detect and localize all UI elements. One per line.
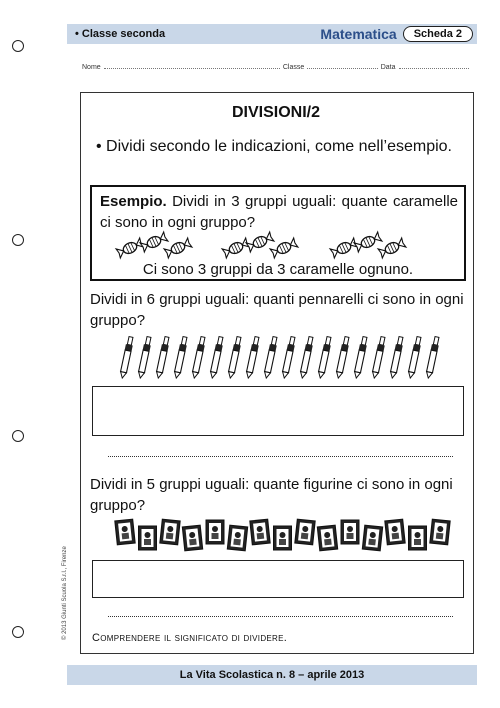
learning-objective: Comprendere il significato di dividere.	[92, 632, 288, 644]
marker-icon	[245, 336, 261, 379]
worksheet-title: DIVISIONI/2	[231, 104, 321, 121]
sticker-card-icon	[430, 519, 450, 545]
class-field[interactable]	[307, 64, 377, 69]
sticker-card-icon	[115, 519, 135, 545]
marker-icon	[281, 336, 297, 379]
marker-icon	[209, 336, 225, 379]
date-field[interactable]	[399, 64, 469, 69]
exercise2-answer-box[interactable]	[92, 560, 464, 598]
binder-hole-2	[12, 234, 24, 246]
sticker-card-icon	[250, 519, 270, 545]
sheet-badge: Scheda 2	[403, 26, 473, 42]
example-label: Esempio.	[100, 193, 167, 210]
example-box	[90, 185, 466, 281]
exercise1-question: Dividi in 6 gruppi uguali: quanti pennarelli ci sono in ogni gruppo?	[90, 291, 464, 329]
marker-icon	[425, 336, 441, 379]
example-text	[100, 191, 458, 233]
class-label: • Classe seconda	[75, 28, 166, 40]
marker-icon	[335, 336, 351, 379]
class-field-label: Classe	[282, 64, 305, 71]
marker-icon	[227, 336, 243, 379]
marker-icon	[155, 336, 171, 379]
sticker-card-icon	[409, 526, 427, 550]
sticker-card-icon	[362, 525, 382, 551]
header-bar	[67, 24, 477, 44]
copyright-note: © 2013 Giunti Scuola S.r.l., Firenze	[62, 546, 68, 640]
name-line	[82, 64, 472, 71]
markers-illustration	[125, 333, 455, 383]
marker-icon	[317, 336, 333, 379]
marker-icon	[353, 336, 369, 379]
sticker-card-icon	[341, 520, 359, 544]
sticker-card-icon	[206, 520, 224, 544]
binder-hole-1	[12, 40, 24, 52]
marker-icon	[137, 336, 153, 379]
marker-icon	[389, 336, 405, 379]
instructions: • Dividi secondo le indicazioni, come nell’esempio.	[96, 138, 452, 155]
cards-illustration	[112, 516, 462, 556]
sticker-card-icon	[295, 519, 315, 545]
sticker-card-icon	[385, 519, 405, 545]
sticker-card-icon	[317, 525, 337, 551]
example-question: Dividi in 3 gruppi uguali: quante caramelle ci sono in ogni gruppo?	[100, 193, 458, 231]
sticker-card-icon	[182, 525, 202, 551]
binder-hole-4	[12, 626, 24, 638]
marker-icon	[263, 336, 279, 379]
sticker-card-icon	[227, 525, 247, 551]
marker-icon	[371, 336, 387, 379]
sticker-card-icon	[139, 526, 157, 550]
subject-title: Matematica	[320, 26, 397, 42]
name-label: Nome	[82, 64, 101, 71]
marker-icon	[407, 336, 423, 379]
candy-icon	[222, 238, 250, 258]
candy-icon	[330, 238, 358, 258]
date-label: Data	[380, 64, 396, 71]
name-field[interactable]	[104, 64, 280, 69]
exercise2-question: Dividi in 5 gruppi uguali: quante figurine ci sono in ogni gruppo?	[90, 476, 453, 514]
sticker-card-icon	[160, 519, 180, 545]
exercise1-answer-box[interactable]	[92, 386, 464, 436]
example-answer: Ci sono 3 gruppi da 3 caramelle ognuno.	[142, 261, 414, 278]
sticker-card-icon	[274, 526, 292, 550]
marker-icon	[173, 336, 189, 379]
candy-icon	[116, 238, 144, 258]
exercise2-answer-line[interactable]	[108, 616, 453, 617]
binder-hole-3	[12, 430, 24, 442]
marker-icon	[299, 336, 315, 379]
exercise1-answer-line[interactable]	[108, 456, 453, 457]
candy-illustration	[92, 233, 468, 263]
marker-icon	[191, 336, 207, 379]
footer-bar: La Vita Scolastica n. 8 – aprile 2013	[67, 665, 477, 685]
